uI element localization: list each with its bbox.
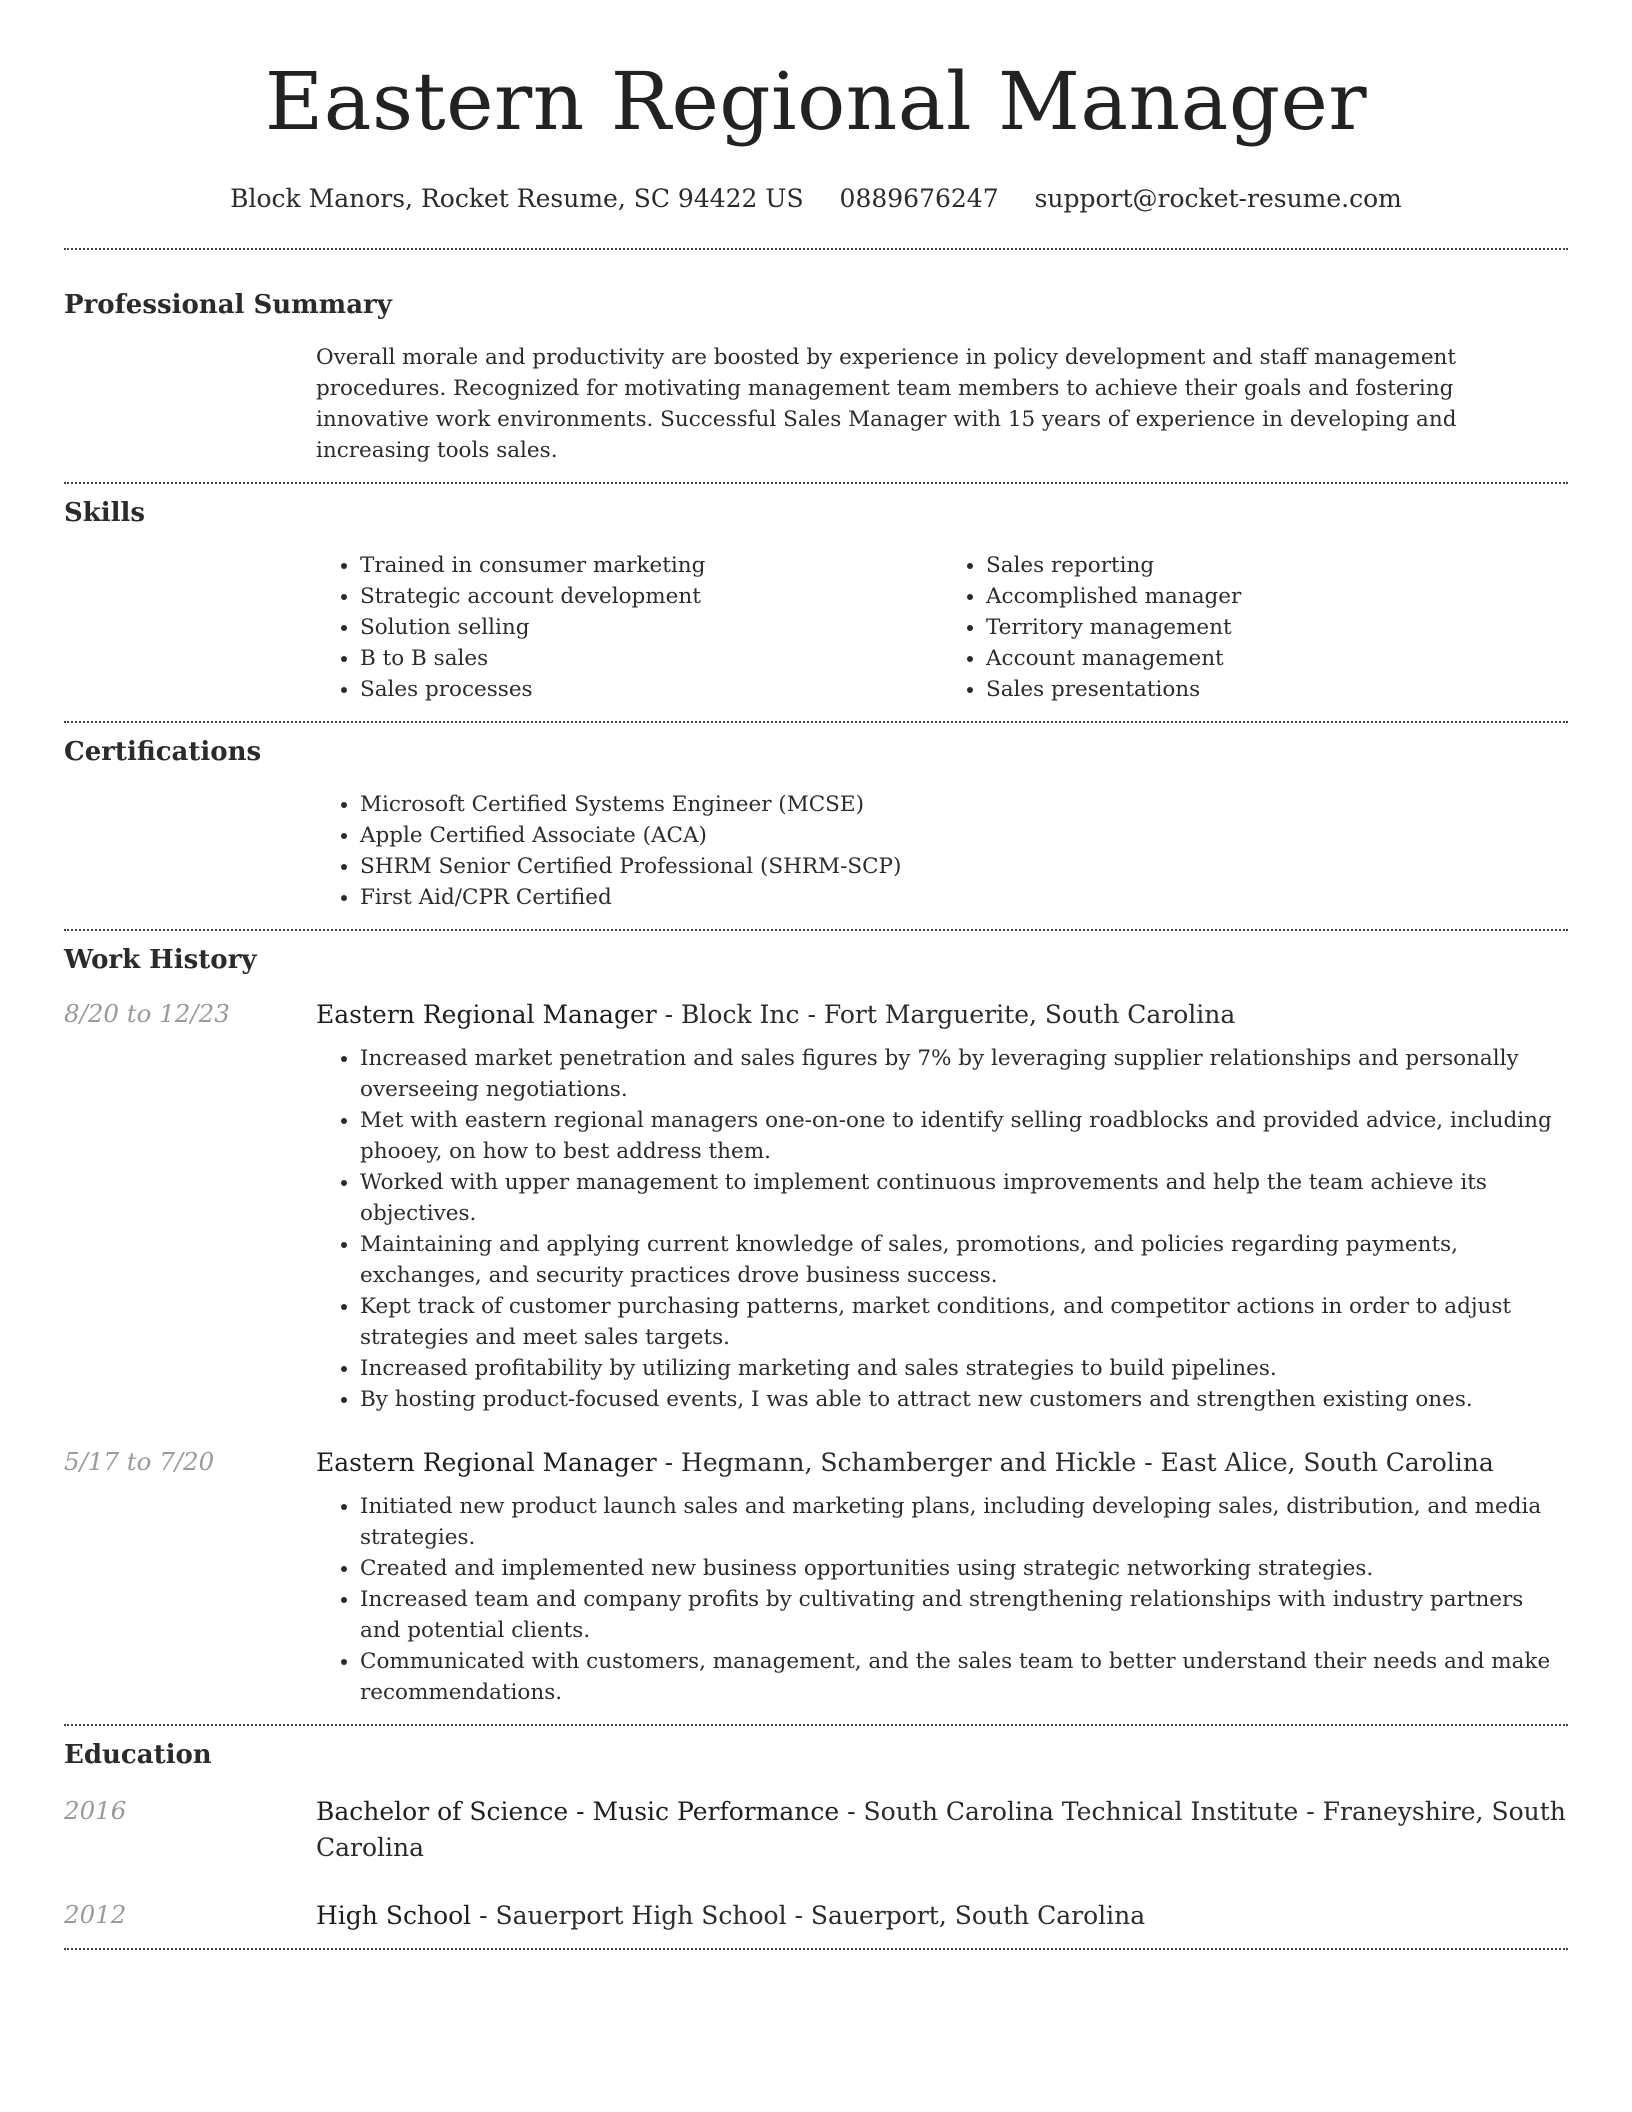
skill-item: • Trained in consumer marketing — [360, 550, 942, 581]
education-entry — [64, 1794, 1568, 1866]
job-bullet: • Met with eastern regional managers one-on-one to identify selling roadblocks and provided advice, including phooey, on how to best address them. — [360, 1105, 1568, 1167]
job-bullet: • Communicated with customers, management, and the sales team to better understand their needs and make recommendations. — [360, 1646, 1568, 1708]
education-degree: High School — [316, 1901, 472, 1930]
job-bullet: • Worked with upper management to implement continuous improvements and help the team achieve its objectives. — [360, 1167, 1568, 1229]
divider — [64, 482, 1568, 484]
job-company: - Hegmann, Schamberger and Hickle - East Alice, South Carolina — [656, 1448, 1494, 1477]
contact-address: Block Manors, Rocket Resume, SC 94422 US — [230, 184, 804, 213]
summary-section — [64, 288, 1568, 466]
divider — [64, 1724, 1568, 1726]
skills-section — [64, 496, 1568, 705]
skill-item: • Sales processes — [360, 674, 942, 705]
skill-item: • Sales presentations — [986, 674, 1568, 705]
job-title — [316, 997, 1568, 1033]
job-bullet: • Initiated new product launch sales and marketing plans, including developing sales, distribution, and media strategies. — [360, 1491, 1568, 1553]
section-title-work-history: Work History — [64, 945, 257, 975]
certification-item: • First Aid/CPR Certified — [360, 882, 1568, 913]
section-title-skills: Skills — [64, 498, 146, 528]
section-title-summary: Professional Summary — [64, 290, 392, 320]
skills-list-right — [942, 550, 1568, 705]
divider — [64, 929, 1568, 931]
skill-item: • B to B sales — [360, 643, 942, 674]
job-company: - Block Inc - Fort Marguerite, South Carolina — [656, 1000, 1236, 1029]
job-dates: 8/20 to 12/23 — [64, 999, 230, 1028]
education-section — [64, 1738, 1568, 1934]
education-year: 2016 — [64, 1796, 127, 1825]
job-bullets — [316, 1491, 1568, 1708]
job-bullet-list — [316, 1043, 1568, 1415]
job-entry — [64, 1445, 1568, 1481]
job-bullet-list — [316, 1491, 1568, 1708]
certification-item: • Apple Certified Associate (ACA) — [360, 820, 1568, 851]
contact-line — [64, 182, 1568, 216]
education-school: - South Carolina Technical Institute - Franeyshire, South Carolina — [316, 1797, 1566, 1862]
job-bullet: • Increased market penetration and sales figures by 7% by leveraging supplier relationships and personally overseeing negotiations. — [360, 1043, 1568, 1105]
education-school: - Sauerport High School - Sauerport, South Carolina — [471, 1901, 1146, 1930]
job-bullet: • Maintaining and applying current knowledge of sales, promotions, and policies regarding payments, exchanges, and security practices drove business success. — [360, 1229, 1568, 1291]
certifications-content — [316, 789, 1568, 913]
divider — [64, 721, 1568, 723]
summary-text: Overall morale and productivity are boosted by experience in policy development and staff management procedures. Recognized for motivating management team members to achieve their goals and fostering innovative work environments. Successful Sales Manager with 15 years of experience in developing and increasing tools sales. — [316, 345, 1457, 463]
job-role: Eastern Regional Manager — [316, 1448, 657, 1477]
skill-item: • Sales reporting — [986, 550, 1568, 581]
skill-item: • Solution selling — [360, 612, 942, 643]
contact-phone: 0889676247 — [839, 184, 999, 213]
skills-list-left — [316, 550, 942, 705]
work-history-section — [64, 943, 1568, 1708]
education-year: 2012 — [64, 1900, 127, 1929]
job-role: Eastern Regional Manager — [316, 1000, 657, 1029]
skill-item: • Accomplished manager — [986, 581, 1568, 612]
skill-item: • Account management — [986, 643, 1568, 674]
job-bullet: • Increased profitability by utilizing marketing and sales strategies to build pipelines. — [360, 1353, 1568, 1384]
certification-item: • SHRM Senior Certified Professional (SHRM-SCP) — [360, 851, 1568, 882]
section-title-education: Education — [64, 1740, 212, 1770]
divider — [64, 248, 1568, 250]
job-bullet: • By hosting product-focused events, I was able to attract new customers and strengthen existing ones. — [360, 1384, 1568, 1415]
certifications-list — [316, 789, 1568, 913]
job-entry — [64, 997, 1568, 1033]
education-title — [316, 1794, 1568, 1866]
education-degree: Bachelor of Science - Music Performance — [316, 1797, 840, 1826]
skill-item: • Strategic account development — [360, 581, 942, 612]
skill-item: • Territory management — [986, 612, 1568, 643]
divider — [64, 1948, 1568, 1950]
resume-name: Eastern Regional Manager — [264, 55, 1368, 148]
certifications-section — [64, 735, 1568, 913]
job-bullet: • Increased team and company profits by cultivating and strengthening relationships with industry partners and potential clients. — [360, 1584, 1568, 1646]
job-bullets — [316, 1043, 1568, 1415]
job-bullet: • Kept track of customer purchasing patterns, market conditions, and competitor actions in order to adjust strategies and meet sales targets. — [360, 1291, 1568, 1353]
education-title — [316, 1898, 1568, 1934]
certification-item: • Microsoft Certified Systems Engineer (MCSE) — [360, 789, 1568, 820]
job-bullet: • Created and implemented new business opportunities using strategic networking strategies. — [360, 1553, 1568, 1584]
job-dates: 5/17 to 7/20 — [64, 1447, 215, 1476]
education-entry — [64, 1898, 1568, 1934]
contact-email: support@rocket-resume.com — [1034, 184, 1402, 213]
job-title — [316, 1445, 1568, 1481]
section-title-certifications: Certifications — [64, 737, 262, 767]
skills-grid — [316, 550, 1568, 705]
